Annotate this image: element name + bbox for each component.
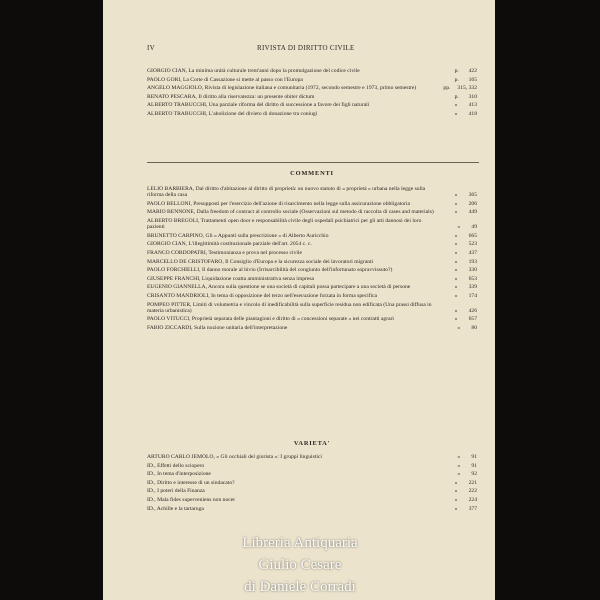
page-prefix: p. <box>454 76 459 83</box>
toc-entry <box>147 463 477 469</box>
page-number-ref: 206 <box>468 200 477 207</box>
page-prefix: » <box>454 316 458 323</box>
page-prefix: » <box>457 471 461 478</box>
page-prefix: » <box>454 292 458 299</box>
entry-page-ref <box>455 241 477 247</box>
page-number-ref: 91 <box>471 454 477 460</box>
entry-page-ref <box>455 192 477 198</box>
entry-text: ID., Effetti dello sciopero <box>147 462 205 469</box>
entry-page-ref <box>457 471 477 477</box>
entry-text: ID., I poteri della Finanza <box>147 488 205 495</box>
page-number-ref: 377 <box>468 505 477 512</box>
page-number-ref: 437 <box>468 249 477 256</box>
entry-page-ref <box>455 480 477 486</box>
page-number-ref: 523 <box>468 241 477 248</box>
entry-page-ref <box>455 259 477 265</box>
toc-entry <box>147 506 477 512</box>
watermark-line-3: di Daniele Corradi <box>244 579 356 595</box>
entry-page-ref <box>457 224 477 230</box>
toc-entry <box>147 201 477 207</box>
page-prefix: » <box>454 232 458 239</box>
page-number-ref: 91 <box>471 462 477 469</box>
entry-text: PAOLO GORI, La Corte di Cassazione si mette al passo con l'Europa <box>147 76 303 83</box>
entry-text: ALBERTO TRABUCCHI, Una parziale riforma del diritto di successione a favore dei figli naturali <box>147 102 370 109</box>
entry-text: PAOLO FORCHIELLI, Il danno morale al bivio (Irrisarcibilità del congiunto dell'infortunato sopravvissuto?) <box>147 267 393 274</box>
entry-page-ref <box>455 316 477 322</box>
entry-text: GIORGIO CIAN, L'illegittimità costituzionale parziale dell'art. 2054 c. c. <box>147 241 312 248</box>
toc-entry <box>147 102 477 108</box>
comments-heading-wrap <box>147 170 477 180</box>
entry-text: PAOLO BELLONI, Presupposti per l'esercizio dell'azione di risarcimento nella legge sulla assicurazione obbligatoria <box>147 200 410 207</box>
watermark-line-1: Libreria Antiquaria <box>242 535 358 551</box>
page-prefix: » <box>454 209 458 216</box>
toc-entry <box>147 218 477 230</box>
watermark-line-2: Giulio Cesare <box>258 557 342 573</box>
page-number-ref: 653 <box>468 275 477 282</box>
page-number-ref: 80 <box>471 324 477 331</box>
entry-text: CRISANTO MANDRIOLI, In tema di opposizione del terzo nell'esecuzione forzata in forma specifica <box>147 292 378 299</box>
entry-page-ref <box>455 111 477 117</box>
page-prefix: » <box>457 224 461 231</box>
page-prefix: p. <box>454 68 459 74</box>
toc-entry <box>147 316 477 322</box>
page-number-ref: 224 <box>468 496 477 503</box>
entry-page-ref <box>455 209 477 215</box>
entry-page-ref <box>457 325 477 331</box>
page-prefix: » <box>457 462 461 469</box>
toc-entry <box>147 233 477 239</box>
entry-page-ref <box>455 233 477 239</box>
toc-entry <box>147 471 477 477</box>
page-number-ref: 222 <box>468 488 477 495</box>
page-number-ref: 165 <box>468 76 477 83</box>
entry-text: LELIO BARBIERA, Dal diritto d'abitazione al diritto di proprietà: un nuovo statuto di « proprietà » urbana nella legge sulla riforma della casa <box>147 186 426 199</box>
toc-entry <box>147 241 477 247</box>
page-prefix: p. <box>454 93 459 100</box>
varieta-title: VARIETA' <box>293 440 331 447</box>
page-prefix: » <box>454 258 458 265</box>
page-number-ref: 330 <box>468 267 477 274</box>
toc-entry <box>147 497 477 503</box>
entry-page-ref <box>455 293 477 299</box>
toc-entry <box>147 284 477 290</box>
page-number-ref: 449 <box>468 209 477 216</box>
page-prefix: » <box>454 488 458 495</box>
toc-entry <box>147 267 477 273</box>
toc-entry <box>147 68 477 74</box>
toc-entry <box>147 454 477 460</box>
running-header <box>147 44 479 54</box>
entry-text: MARIO BENNONE, Dalla freedom of contract al controllo sociale (Osservazioni sul metodo di raccolta di cases and materials) <box>147 209 434 216</box>
entry-page-ref <box>455 284 477 290</box>
entry-text: ID., Diritto e interesse di un sindacato? <box>147 479 235 486</box>
page-number-ref: 92 <box>471 471 477 478</box>
entry-page-ref <box>455 308 477 314</box>
entry-text: EUGENIO GIANNELLA, Ancora sulla questione se una società di capitali possa partecipare a una società di persone <box>147 284 411 291</box>
page-number-ref: 221 <box>468 479 477 486</box>
entry-text: POMPEO PITTER, Limiti di volumetria e vincolo di inedificabilità sulla superficie residua non edificata (Una prassi diffusa in materia urbanistica) <box>147 301 432 314</box>
toc-entry <box>147 186 477 198</box>
entry-text: MARCELLO DE CRISTOFARO, Il Consiglio d'Europa e la sicurezza sociale dei lavoratori migranti <box>147 258 374 265</box>
entry-text: RENATO PESCARA, Il diritto alla riservatezza: un presente obiter dictum <box>147 93 315 100</box>
page-prefix: » <box>454 275 458 282</box>
bookseller-watermark <box>0 532 600 598</box>
toc-entry <box>147 302 477 314</box>
page-prefix: » <box>454 479 458 486</box>
page-prefix: » <box>454 267 458 274</box>
toc-entry <box>147 250 477 256</box>
entry-text: ID., Mala fides superveniens non nocet <box>147 496 235 503</box>
page-prefix: » <box>454 284 458 291</box>
page-prefix: » <box>454 200 458 207</box>
page-number-ref: 657 <box>468 316 477 323</box>
toc-entry <box>147 488 477 494</box>
entry-page-ref <box>455 276 477 282</box>
page-prefix: » <box>454 192 458 199</box>
entry-page-ref <box>455 506 477 512</box>
comments-list <box>147 186 477 334</box>
toc-entry <box>147 276 477 282</box>
varieta-list <box>147 454 477 514</box>
page-prefix: pp. <box>443 85 451 92</box>
toc-entry <box>147 325 477 331</box>
entry-page-ref <box>455 68 477 74</box>
page-prefix: » <box>457 324 461 331</box>
page-number-ref: 413 <box>468 102 477 109</box>
varieta-heading-wrap <box>147 440 477 450</box>
toc-entry <box>147 480 477 486</box>
entry-page-ref <box>455 250 477 256</box>
toc-entry <box>147 111 477 117</box>
entry-page-ref <box>455 77 477 83</box>
comments-title: COMMENTI <box>290 170 334 177</box>
section-divider <box>147 162 479 163</box>
page-prefix: » <box>454 102 458 109</box>
entry-text: FRANCO CORDOPATRI, Testimonianza e prova nel processo civile <box>147 249 302 256</box>
entry-page-ref <box>455 267 477 273</box>
toc-entry <box>147 85 477 91</box>
page-prefix: » <box>454 241 458 248</box>
toc-entry <box>147 293 477 299</box>
entry-text: ANGELO MAGGIOLO, Rivista di legislazione italiana e comunitaria (1972, secondo semestre e 1973, primo semestre) <box>147 85 417 92</box>
page-number-ref: 422 <box>468 68 477 74</box>
entry-text: ALBERTO BREGOLI, Trattamenti open door e responsabilità civile degli ospedali psichiatrici per gli atti dannosi dei loro pazienti <box>147 217 422 231</box>
toc-entry <box>147 94 477 100</box>
page-number-ref: 174 <box>468 292 477 299</box>
page-number: IV <box>147 44 155 52</box>
page-prefix: » <box>454 307 458 314</box>
entry-text: PAOLO VITUCCI, Proprietà separata delle piantagioni e diritto di « concessioni separate » nei contratti agrari <box>147 316 394 323</box>
page-prefix: » <box>454 496 458 503</box>
page-prefix: » <box>454 505 458 512</box>
page-prefix: » <box>457 454 461 460</box>
page-number-ref: 49 <box>471 224 477 231</box>
page-prefix: » <box>454 110 458 117</box>
page-number-ref: 426 <box>468 307 477 314</box>
page-number-ref: 665 <box>468 232 477 239</box>
entry-page-ref <box>457 454 477 460</box>
page-number-ref: 365 <box>468 192 477 199</box>
journal-title: RIVISTA DI DIRITTO CIVILE <box>257 44 355 52</box>
entry-page-ref <box>455 497 477 503</box>
entry-page-ref <box>455 201 477 207</box>
entry-page-ref <box>455 488 477 494</box>
toc-entry <box>147 77 477 83</box>
toc-entry <box>147 259 477 265</box>
entry-text: ID., In tema d'interposizione <box>147 471 211 478</box>
toc-entry <box>147 209 477 215</box>
page-number-ref: 315, 332 <box>457 85 477 92</box>
entry-text: ALBERTO TRABUCCHI, L'abolizione del divieto di donazione tra coniugi <box>147 110 318 117</box>
page-number-ref: 193 <box>468 258 477 265</box>
page-prefix: » <box>454 249 458 256</box>
entry-page-ref <box>455 102 477 108</box>
page-number-ref: 310 <box>468 93 477 100</box>
entry-page-ref <box>443 85 477 91</box>
entry-page-ref <box>455 94 477 100</box>
entry-page-ref <box>457 463 477 469</box>
entry-text: BRUNETTO CARPINO, Gli « Appunti sulla prescrizione » di Alberto Auricchio <box>147 232 329 239</box>
entry-text: GIORGIO CIAN, La minima unità culturale trent'anni dopo la promulgazione del codice civile <box>147 68 360 74</box>
page-number-ref: 418 <box>468 110 477 117</box>
page-number-ref: 339 <box>468 284 477 291</box>
entry-text: ARTURO CARLO JEMOLO, « Gli occhiali del giurista »: I gruppi linguistici <box>147 454 322 460</box>
document-page <box>103 0 495 600</box>
entry-text: FABIO ZICCARDI, Sulla nozione unitaria dell'interpretazione <box>147 324 288 331</box>
entry-text: GIUSEPPE FRANCHI, Liquidazione coatta amministrativa senza impresa <box>147 275 315 282</box>
entry-text: ID., Achille e la tartaruga <box>147 505 204 512</box>
top-entries <box>147 68 477 120</box>
